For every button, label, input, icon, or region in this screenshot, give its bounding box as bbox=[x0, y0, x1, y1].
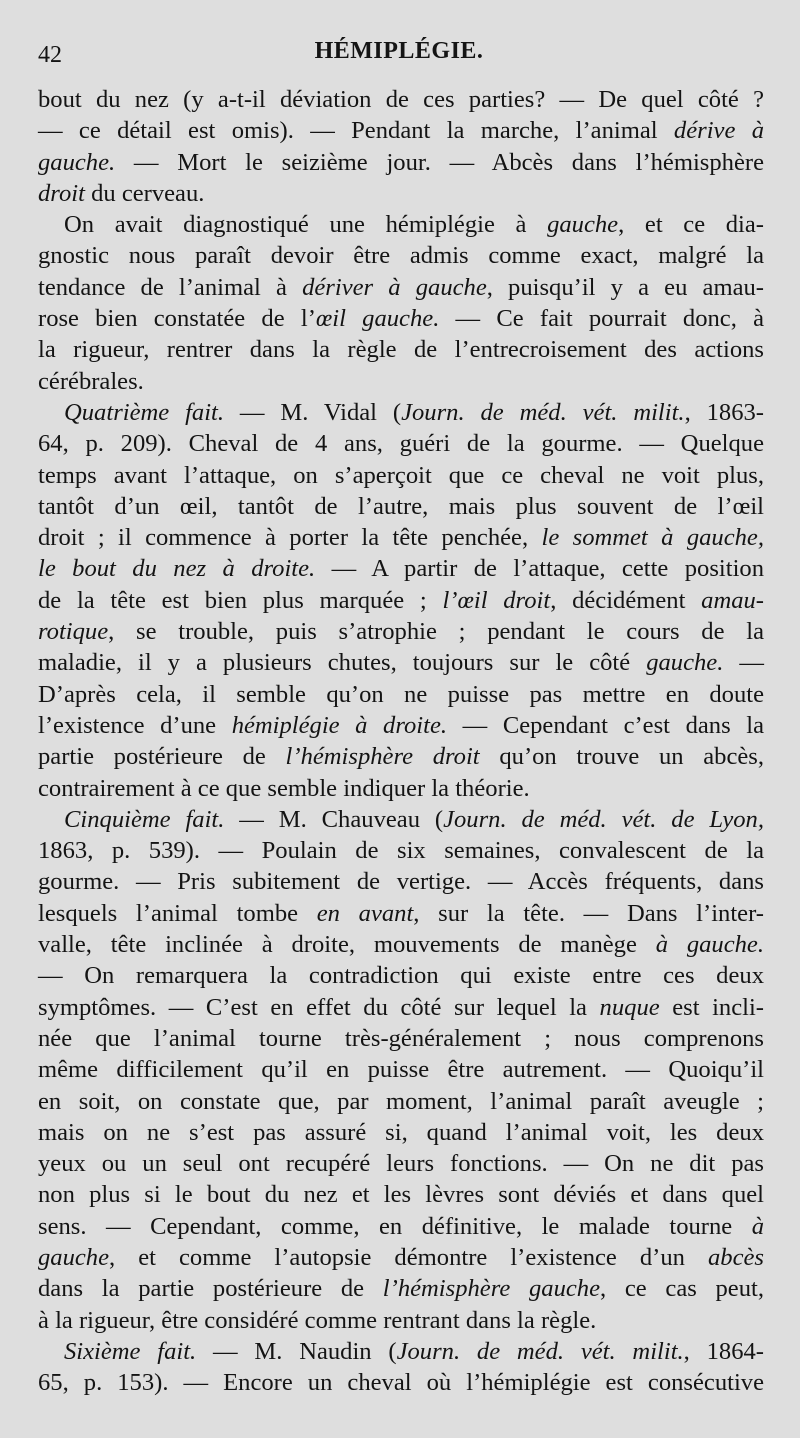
text-run: , puisqu’il y a eu amau- bbox=[486, 273, 764, 301]
text-line bbox=[38, 522, 764, 553]
italic-text: droit bbox=[38, 179, 85, 207]
italic-text: l’œil droit bbox=[442, 586, 551, 614]
text-line bbox=[38, 710, 764, 741]
text-run: symptômes. — C’est en effet du côté sur lequel la bbox=[38, 993, 600, 1021]
italic-text: gauche. bbox=[38, 148, 116, 176]
text-run: l’existence d’une bbox=[38, 711, 232, 739]
italic-text: œil gauche. bbox=[315, 305, 440, 333]
text-line bbox=[38, 679, 764, 710]
italic-text: à gauche. bbox=[655, 931, 764, 959]
text-run: , et comme l’autopsie démontre l’existence d’un bbox=[109, 1243, 708, 1271]
text-run: sens. — Cependant, comme, en définitive, le malade tourne bbox=[38, 1212, 752, 1240]
text-line bbox=[38, 1086, 764, 1117]
text-run: bout du nez (y a-t-il déviation de ces parties? — De quel côté ? bbox=[38, 86, 764, 113]
running-head: HÉMIPLÉGIE. bbox=[314, 38, 484, 64]
text-line bbox=[38, 209, 764, 240]
text-run: — Cependant c’est dans la bbox=[447, 711, 764, 739]
italic-text: dérive à bbox=[673, 117, 765, 145]
italic-text: abcès bbox=[708, 1243, 764, 1271]
italic-text: Sixième fait. bbox=[64, 1337, 197, 1365]
italic-text: gauche bbox=[38, 1243, 110, 1271]
text-run: est incli- bbox=[659, 993, 764, 1021]
text-run: gnostic nous paraît devoir être admis comme exact, malgré la bbox=[38, 242, 764, 270]
text-run: , se trouble, puis s’atrophie ; pendant le cours de la bbox=[108, 618, 764, 646]
text-run: la rigueur, rentrer dans la règle de l’entrecroisement des actions bbox=[38, 336, 764, 364]
text-line bbox=[38, 585, 764, 616]
text-line bbox=[38, 428, 764, 459]
text-run: On avait diagnostiqué une hémiplégie à bbox=[64, 211, 548, 239]
text-run: 1863, p. 539). — Poulain de six semaines, convalescent de la bbox=[38, 837, 764, 865]
text-line bbox=[38, 1273, 764, 1304]
text-run: valle, tête inclinée à droite, mouvements de manège bbox=[38, 931, 656, 959]
italic-text: Journ. de méd. vét. milit. bbox=[401, 398, 685, 426]
body-text bbox=[38, 84, 764, 1398]
text-run: partie postérieure de bbox=[38, 743, 286, 771]
text-line bbox=[38, 835, 764, 866]
text-line bbox=[38, 960, 764, 991]
text-line bbox=[38, 147, 764, 178]
text-run: , décidément bbox=[550, 586, 702, 614]
text-line bbox=[38, 366, 764, 397]
text-line bbox=[38, 804, 764, 835]
italic-text: le sommet à gauche, bbox=[541, 524, 764, 552]
text-run: — ce détail est omis). — Pendant la marche, l’animal bbox=[38, 117, 674, 145]
italic-text: nuque bbox=[599, 993, 660, 1021]
italic-text: amau- bbox=[701, 586, 764, 614]
text-line bbox=[38, 553, 764, 584]
text-run: de la tête est bien plus marquée ; bbox=[38, 586, 443, 614]
text-run: , sur la tête. — Dans l’inter- bbox=[413, 899, 764, 927]
text-line bbox=[38, 334, 764, 365]
text-run: née que l’animal tourne très-généralement ; nous comprenons bbox=[38, 1024, 764, 1052]
text-line bbox=[38, 1367, 764, 1398]
text-line bbox=[38, 929, 764, 960]
text-run: non plus si le bout du nez et les lèvres sont déviés et dans quel bbox=[38, 1181, 764, 1209]
text-run: droit ; il commence à porter la tête penchée, bbox=[38, 524, 542, 552]
italic-text: hémiplégie à droite. bbox=[231, 711, 448, 739]
italic-text: l’hémisphère gauche bbox=[382, 1275, 601, 1303]
text-line bbox=[38, 397, 764, 428]
page-header bbox=[38, 38, 760, 72]
text-line bbox=[38, 1023, 764, 1054]
italic-text: à bbox=[751, 1212, 764, 1240]
text-run: , et ce dia- bbox=[618, 211, 764, 239]
italic-text: gauche bbox=[547, 211, 619, 239]
text-line bbox=[38, 1305, 764, 1336]
text-run: même difficilement qu’il en puisse être autrement. — Quoiqu’il bbox=[38, 1056, 764, 1084]
page-number: 42 bbox=[38, 42, 62, 68]
text-run: 64, p. 209). Cheval de 4 ans, guéri de la gourme. — Quelque bbox=[38, 430, 764, 458]
italic-text: Cinquième fait. bbox=[64, 805, 225, 833]
text-line bbox=[38, 460, 764, 491]
text-run: — Mort le seizième jour. — Abcès dans l’hémisphère bbox=[115, 148, 764, 176]
italic-text: Quatrième fait. bbox=[64, 398, 225, 426]
text-line bbox=[38, 1211, 764, 1242]
text-run: gourme. — Pris subitement de vertige. — Accès fréquents, dans bbox=[38, 868, 764, 896]
text-run: dans la partie postérieure de bbox=[38, 1275, 383, 1303]
italic-text: l’hémisphère droit bbox=[285, 743, 480, 771]
text-line bbox=[38, 1336, 764, 1367]
text-line bbox=[38, 272, 764, 303]
text-run: cérébrales. bbox=[38, 367, 144, 395]
text-run: qu’on trouve un abcès, bbox=[479, 743, 764, 771]
text-run: , ce cas peut, bbox=[600, 1275, 764, 1303]
text-run: maladie, il y a plusieurs chutes, toujours sur le côté bbox=[38, 649, 647, 677]
text-run: — Ce fait pourrait donc, à bbox=[439, 305, 765, 333]
text-run: — M. Vidal ( bbox=[224, 398, 402, 426]
text-run: — A partir de l’attaque, cette position bbox=[315, 555, 765, 583]
text-line bbox=[38, 84, 764, 115]
text-run: — M. Chauveau ( bbox=[224, 805, 444, 833]
text-run: temps avant l’attaque, on s’aperçoit que ce cheval ne voit plus, bbox=[38, 461, 764, 489]
italic-text: dériver à gauche bbox=[302, 273, 487, 301]
text-run: 65, p. 153). — Encore un cheval où l’hémiplégie est consécutive bbox=[38, 1369, 764, 1397]
text-run: — M. Naudin ( bbox=[196, 1337, 397, 1365]
italic-text: gauche. bbox=[646, 649, 724, 677]
text-line bbox=[38, 115, 764, 146]
text-run: à la rigueur, être considéré comme rentrant dans la règle. bbox=[38, 1306, 597, 1334]
text-line bbox=[38, 240, 764, 271]
text-run: du cerveau. bbox=[84, 179, 205, 207]
italic-text: le bout du nez à droite. bbox=[38, 555, 316, 583]
text-line bbox=[38, 1242, 764, 1273]
text-line bbox=[38, 491, 764, 522]
text-run: lesquels l’animal tombe bbox=[38, 899, 317, 927]
text-run: mais on ne s’est pas assuré si, quand l’animal voit, les deux bbox=[38, 1118, 764, 1146]
text-run: tendance de l’animal à bbox=[38, 273, 303, 301]
text-line bbox=[38, 647, 764, 678]
text-line bbox=[38, 1117, 764, 1148]
text-run: — bbox=[723, 649, 764, 677]
text-run: , 1864- bbox=[683, 1337, 764, 1365]
text-run: D’après cela, il semble qu’on ne puisse pas mettre en doute bbox=[38, 680, 764, 708]
text-line bbox=[38, 178, 764, 209]
text-run: rose bien constatée de l’ bbox=[38, 305, 316, 333]
italic-text: rotique bbox=[38, 618, 109, 646]
text-line bbox=[38, 1148, 764, 1179]
italic-text: en avant bbox=[316, 899, 414, 927]
text-run: tantôt d’un œil, tantôt de l’autre, mais plus souvent de l’œil bbox=[38, 492, 764, 520]
text-line bbox=[38, 898, 764, 929]
text-line bbox=[38, 1054, 764, 1085]
text-run: , 1863- bbox=[684, 398, 764, 426]
text-line bbox=[38, 1179, 764, 1210]
text-run: en soit, on constate que, par moment, l’animal paraît aveugle ; bbox=[38, 1087, 764, 1115]
text-line bbox=[38, 773, 764, 804]
text-line bbox=[38, 741, 764, 772]
text-line bbox=[38, 866, 764, 897]
italic-text: Journ. de méd. vét. milit. bbox=[396, 1337, 684, 1365]
text-run: yeux ou un seul ont recupéré leurs fonctions. — On ne dit pas bbox=[38, 1150, 764, 1178]
text-run: contrairement à ce que semble indiquer la théorie. bbox=[38, 774, 530, 802]
text-line bbox=[38, 616, 764, 647]
italic-text: Journ. de méd. vét. de Lyon, bbox=[443, 805, 764, 833]
text-run: — On remarquera la contradiction qui existe entre ces deux bbox=[38, 962, 764, 990]
text-line bbox=[38, 303, 764, 334]
text-line bbox=[38, 992, 764, 1023]
